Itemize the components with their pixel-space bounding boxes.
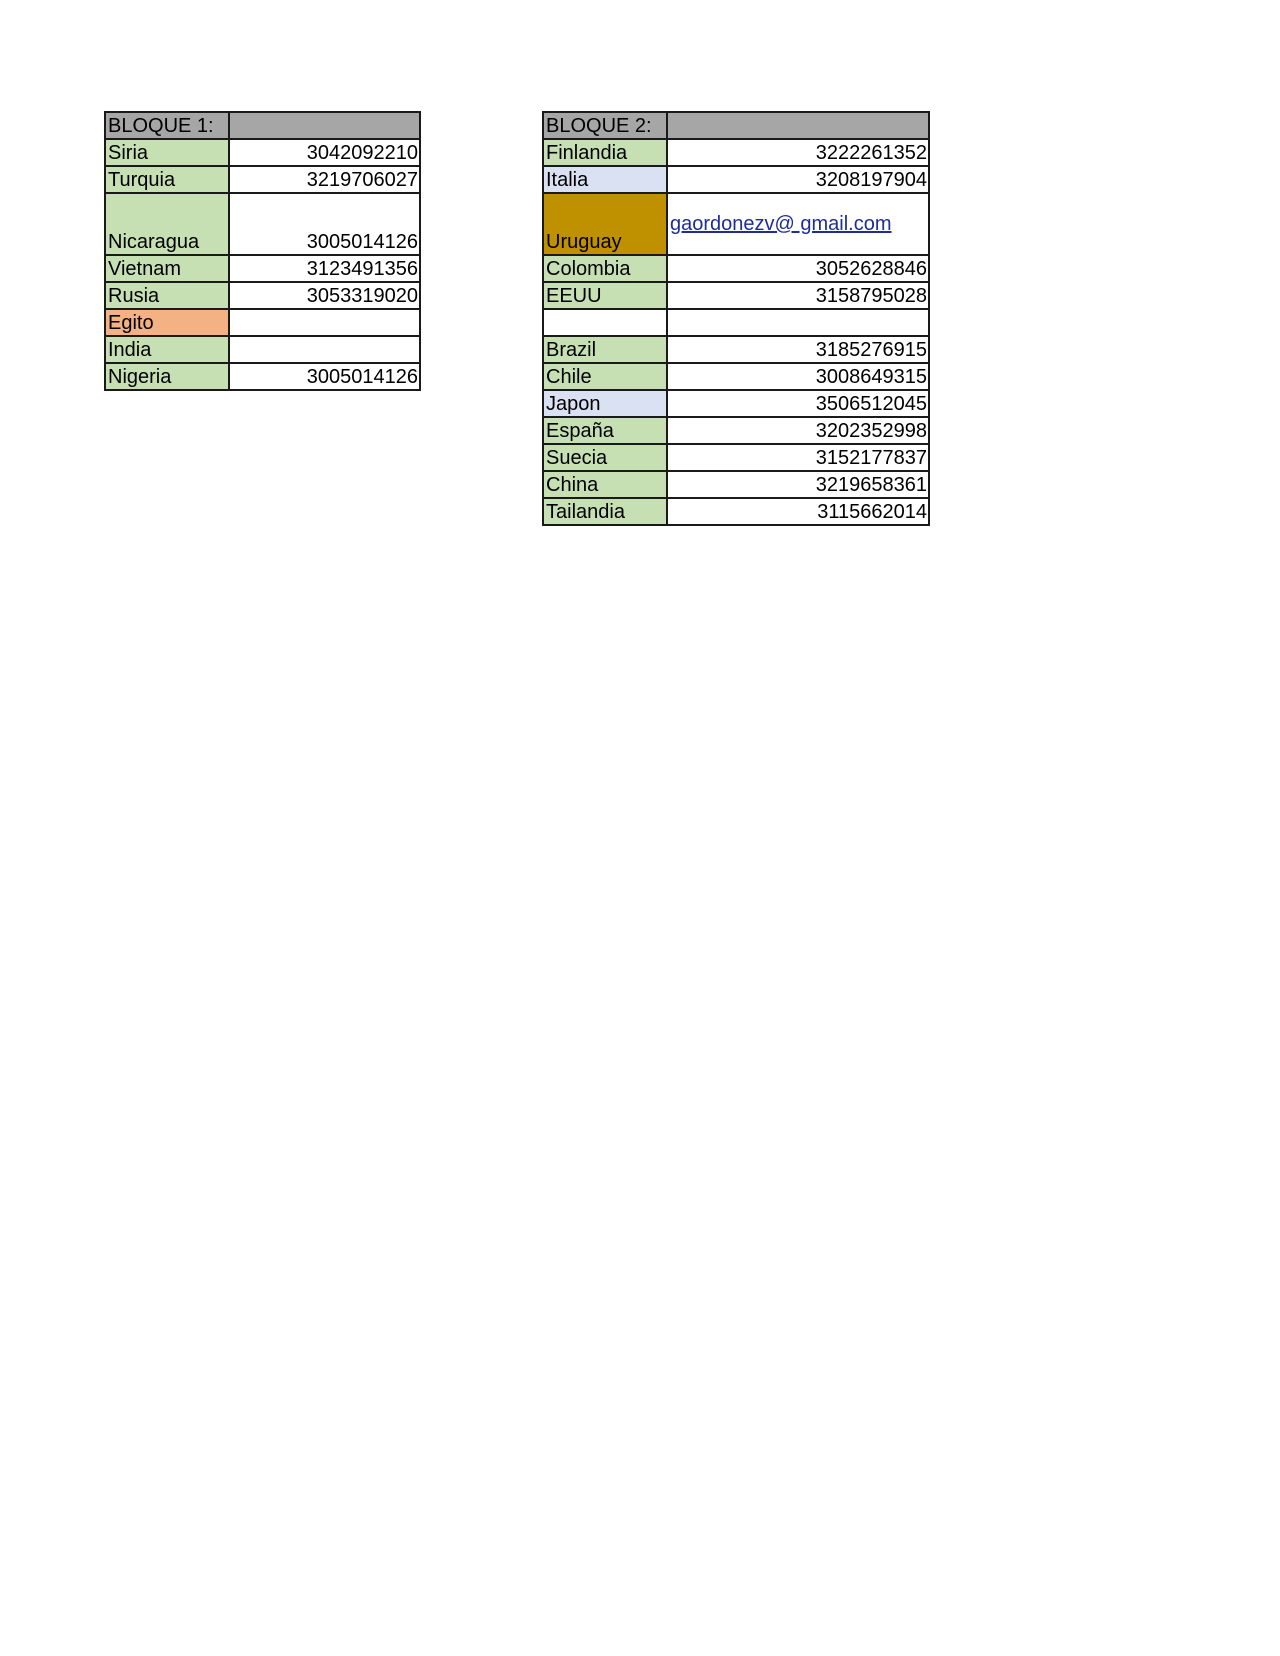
block-1-row <box>105 139 420 166</box>
block-1-country-cell[interactable]: Nicaragua <box>105 193 229 255</box>
block-2-number-cell[interactable]: 3158795028 <box>667 282 929 309</box>
block-1-country-cell[interactable]: Rusia <box>105 282 229 309</box>
block-2-row <box>543 193 929 255</box>
block-2-country-cell[interactable] <box>543 309 667 336</box>
block-2-country-cell[interactable]: Finlandia <box>543 139 667 166</box>
block-1-header-empty-cell[interactable] <box>229 112 420 139</box>
email-link[interactable]: gaordonezv@ gmail.com <box>670 213 892 235</box>
block-2-country-cell[interactable]: EEUU <box>543 282 667 309</box>
block-1-row <box>105 282 420 309</box>
block-2-row <box>543 363 929 390</box>
block-1-country-cell[interactable]: Siria <box>105 139 229 166</box>
block-2-header-empty-cell[interactable] <box>667 112 929 139</box>
block-2-row <box>543 444 929 471</box>
block-2-country-cell[interactable]: Japon <box>543 390 667 417</box>
block-2-country-cell[interactable]: Tailandia <box>543 498 667 525</box>
block-1-row <box>105 166 420 193</box>
block-2-header-row <box>543 112 929 139</box>
block-1-number-cell[interactable] <box>229 309 420 336</box>
block-1-number-cell[interactable]: 3005014126 <box>229 363 420 390</box>
block-2-number-cell[interactable]: 3202352998 <box>667 417 929 444</box>
block-2-number-cell[interactable]: 3052628846 <box>667 255 929 282</box>
block-1-number-cell[interactable]: 3219706027 <box>229 166 420 193</box>
block-1-country-cell[interactable]: Nigeria <box>105 363 229 390</box>
block-2-country-cell[interactable]: Colombia <box>543 255 667 282</box>
block-2-row <box>543 498 929 525</box>
block-2-row <box>543 309 929 336</box>
block-2-country-cell[interactable]: Chile <box>543 363 667 390</box>
block-2-row <box>543 282 929 309</box>
block-2-row <box>543 166 929 193</box>
block-1-header-row <box>105 112 420 139</box>
block-1-country-cell[interactable]: India <box>105 336 229 363</box>
block-2-row <box>543 255 929 282</box>
block-1-number-cell[interactable]: 3053319020 <box>229 282 420 309</box>
block-2-country-cell[interactable]: China <box>543 471 667 498</box>
block-2-row <box>543 417 929 444</box>
block-1-row <box>105 336 420 363</box>
block-2-number-cell[interactable] <box>667 193 929 255</box>
block-2-table <box>542 111 930 526</box>
block-2-country-cell[interactable]: España <box>543 417 667 444</box>
block-1-row <box>105 363 420 390</box>
block-2-body <box>543 112 929 525</box>
block-1-row <box>105 255 420 282</box>
block-1-row <box>105 193 420 255</box>
block-2-row <box>543 390 929 417</box>
block-2-header-cell[interactable]: BLOQUE 2: <box>543 112 667 139</box>
block-2-country-cell[interactable]: Italia <box>543 166 667 193</box>
block-2-number-cell[interactable]: 3219658361 <box>667 471 929 498</box>
block-2-row <box>543 471 929 498</box>
block-2-number-cell[interactable]: 3185276915 <box>667 336 929 363</box>
block-1-row <box>105 309 420 336</box>
block-1-country-cell[interactable]: Vietnam <box>105 255 229 282</box>
block-2-row <box>543 336 929 363</box>
block-2-country-cell[interactable]: Brazil <box>543 336 667 363</box>
block-2-number-cell[interactable]: 3208197904 <box>667 166 929 193</box>
block-1-number-cell[interactable] <box>229 336 420 363</box>
block-2-country-cell[interactable]: Uruguay <box>543 193 667 255</box>
block-2-country-cell[interactable]: Suecia <box>543 444 667 471</box>
block-1-number-cell[interactable]: 3005014126 <box>229 193 420 255</box>
block-2-row <box>543 139 929 166</box>
block-2-number-cell[interactable]: 3506512045 <box>667 390 929 417</box>
block-1-table <box>104 111 421 391</box>
block-1-country-cell[interactable]: Turquia <box>105 166 229 193</box>
block-1-country-cell[interactable]: Egito <box>105 309 229 336</box>
block-2-number-cell[interactable]: 3222261352 <box>667 139 929 166</box>
block-1-number-cell[interactable]: 3123491356 <box>229 255 420 282</box>
block-2-number-cell[interactable]: 3115662014 <box>667 498 929 525</box>
block-1-number-cell[interactable]: 3042092210 <box>229 139 420 166</box>
block-2-number-cell[interactable]: 3152177837 <box>667 444 929 471</box>
block-1-header-cell[interactable]: BLOQUE 1: <box>105 112 229 139</box>
block-2-number-cell[interactable]: 3008649315 <box>667 363 929 390</box>
block-1-body <box>105 112 420 390</box>
block-2-number-cell[interactable] <box>667 309 929 336</box>
